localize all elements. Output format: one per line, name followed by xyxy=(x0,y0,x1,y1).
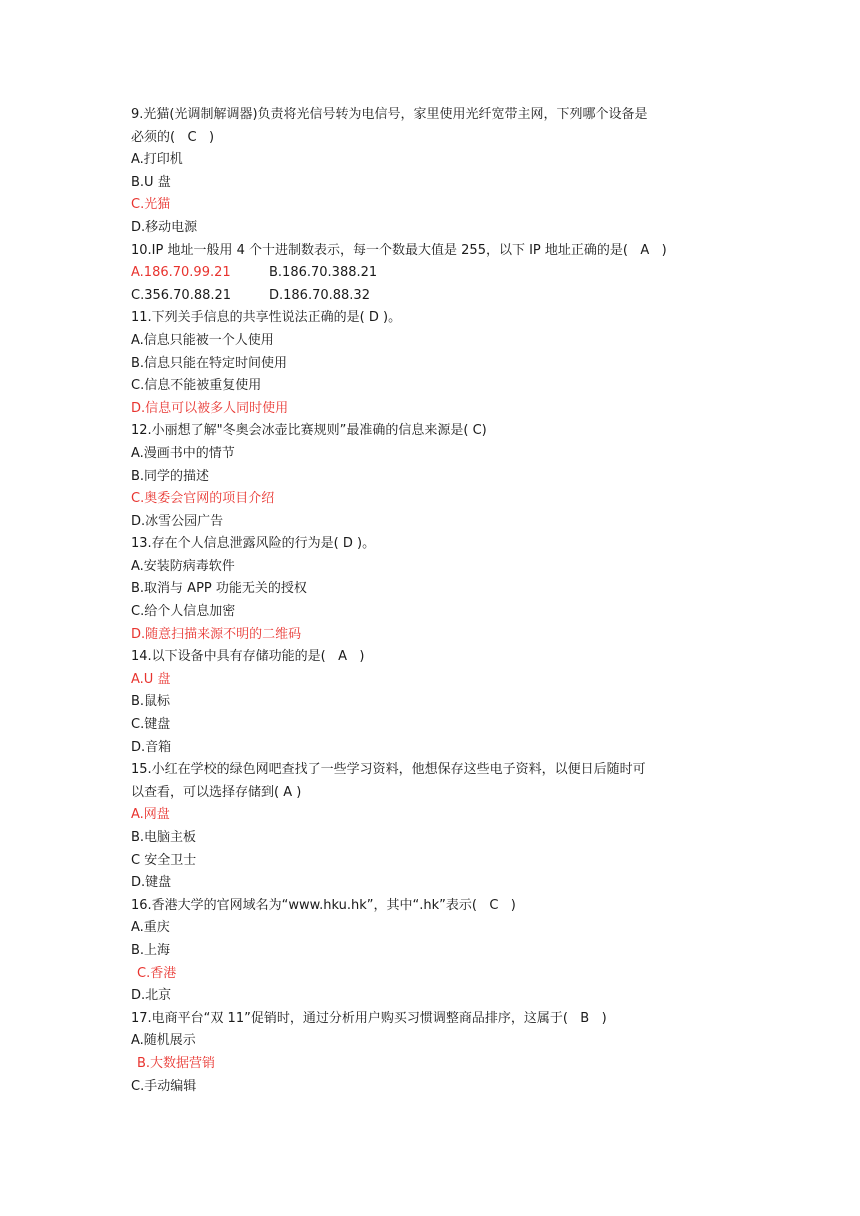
answer-option: A.打印机 xyxy=(131,152,183,168)
answer-option: C.键盘 xyxy=(131,717,171,733)
question-stem: 以查看，可以选择存储到( A ) xyxy=(131,784,302,800)
answer-option: A.重庆 xyxy=(131,920,170,936)
question-stem: 13.存在个人信息泄露风险的行为是( D )。 xyxy=(131,536,376,552)
answer-option: B.U 盘 xyxy=(131,174,171,190)
question-list xyxy=(131,104,731,1098)
question-block xyxy=(131,307,731,420)
answer-option: C.手动编辑 xyxy=(131,1078,197,1094)
question-block xyxy=(131,1008,731,1098)
answer-option: B.186.70.388.21 xyxy=(269,265,378,281)
answer-option: B.上海 xyxy=(131,942,171,958)
answer-option-correct: C.香港 xyxy=(137,965,177,981)
answer-option: A.随机展示 xyxy=(131,1033,196,1049)
answer-option-correct: B.大数据营销 xyxy=(137,1055,216,1071)
answer-option: D.186.70.88.32 xyxy=(269,287,370,303)
answer-option-row xyxy=(131,262,731,285)
question-stem: 12.小丽想了解"冬奥会冰壶比赛规则”最准确的信息来源是( C) xyxy=(131,423,487,439)
answer-option-correct: A.186.70.99.21 xyxy=(131,265,231,281)
question-block xyxy=(131,104,731,240)
answer-option: C.给个人信息加密 xyxy=(131,604,236,620)
answer-option: D.音箱 xyxy=(131,739,172,755)
question-block xyxy=(131,895,731,1008)
answer-option: D.冰雪公园广告 xyxy=(131,513,224,529)
answer-option: C 安全卫士 xyxy=(131,852,197,868)
answer-option-correct: C.光猫 xyxy=(131,197,171,213)
answer-option: B.信息只能在特定时间使用 xyxy=(131,355,288,371)
question-stem: 17.电商平台“双 11”促销时，通过分析用户购买习惯调整商品排序，这属于( B ) xyxy=(131,1010,607,1026)
answer-option-correct: C.奥委会官网的项目介绍 xyxy=(131,491,275,507)
answer-option-row xyxy=(131,285,731,308)
question-block xyxy=(131,759,731,895)
question-block xyxy=(131,240,731,308)
answer-option: B.同学的描述 xyxy=(131,468,210,484)
question-block xyxy=(131,420,731,533)
answer-option-correct: A.U 盘 xyxy=(131,671,171,687)
question-stem: 必须的( C ) xyxy=(131,129,215,145)
answer-option-correct: D.信息可以被多人同时使用 xyxy=(131,400,289,416)
question-stem: 15.小红在学校的绿色网吧查找了一些学习资料，他想保存这些电子资料，以便日后随时可 xyxy=(131,762,646,778)
answer-option: B.电脑主板 xyxy=(131,830,197,845)
question-stem: 9.光猫(光调制解调器)负责将光信号转为电信号，家里使用光纤宽带主网，下列哪个设备是 xyxy=(131,107,648,122)
answer-option: A.安装防病毒软件 xyxy=(131,558,235,574)
answer-option: C.356.70.88.21 xyxy=(131,287,232,303)
answer-option: B.取消与 APP 功能无关的授权 xyxy=(131,581,307,597)
question-stem: 16.香港大学的官网域名为“www.hku.hk”，其中“.hk”表示( C ) xyxy=(131,897,516,913)
answer-option: B.鼠标 xyxy=(131,694,171,710)
answer-option-correct: A.网盘 xyxy=(131,807,170,823)
answer-option: D.北京 xyxy=(131,988,172,1004)
answer-option: A.漫画书中的情节 xyxy=(131,445,235,461)
question-block xyxy=(131,533,731,646)
question-stem: 14.以下设备中具有存储功能的是( A ) xyxy=(131,649,365,665)
answer-option: C.信息不能被重复使用 xyxy=(131,378,262,394)
answer-option: A.信息只能被一个人使用 xyxy=(131,332,274,348)
answer-option-correct: D.随意扫描来源不明的二维码 xyxy=(131,626,302,642)
question-stem: 11.下列关手信息的共享性说法正确的是( D )。 xyxy=(131,310,402,326)
answer-option: D.键盘 xyxy=(131,875,172,891)
question-stem: 10.IP 地址一般用 4 个十进制数表示，每一个数最大值是 255，以下 IP 地址正确的是( A ) xyxy=(131,242,667,258)
question-block xyxy=(131,646,731,759)
answer-option: D.移动电源 xyxy=(131,219,198,235)
